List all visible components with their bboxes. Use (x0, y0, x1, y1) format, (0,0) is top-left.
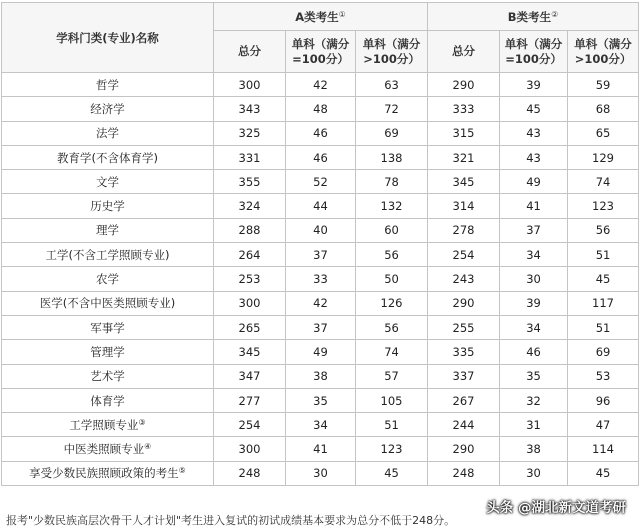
discipline-name: 体育学 (90, 393, 125, 408)
b-single-100-cell: 38 (500, 437, 568, 461)
discipline-name: 教育学(不含体育学) (57, 150, 158, 165)
footnote: 报考"少数民族高层次骨干人才计划"考生进入复试的初试成绩基本要求为总分不低于248分。 (6, 514, 456, 527)
a-single-100-cell: 37 (286, 243, 356, 267)
a-single-100-cell: 38 (286, 364, 356, 388)
table-row (2, 291, 639, 315)
b-total-cell: 345 (428, 170, 500, 194)
a-single-100-header (286, 31, 356, 73)
discipline-name-cell (2, 97, 214, 121)
table-row (2, 170, 639, 194)
a-single-100-cell: 46 (286, 145, 356, 169)
b-single-gt100-cell: 74 (568, 170, 639, 194)
b-single-100-cell: 41 (500, 194, 568, 218)
a-single-gt100-cell: 63 (356, 73, 428, 97)
b-total-cell: 278 (428, 218, 500, 242)
b-total-cell: 254 (428, 243, 500, 267)
a-total-cell: 345 (214, 340, 286, 364)
b-single-gt100-line2: >100分） (574, 51, 632, 66)
b-single-100-cell: 32 (500, 388, 568, 412)
discipline-name-cell (2, 194, 214, 218)
a-total-cell: 300 (214, 437, 286, 461)
a-single-gt100-cell: 60 (356, 218, 428, 242)
a-single-gt100-cell: 72 (356, 97, 428, 121)
discipline-name: 文学 (96, 174, 119, 189)
a-total-cell: 254 (214, 413, 286, 437)
b-single-gt100-cell: 65 (568, 121, 639, 145)
discipline-name-cell (2, 218, 214, 242)
b-total-cell: 337 (428, 364, 500, 388)
b-single-gt100-cell: 69 (568, 340, 639, 364)
b-single-100-cell: 43 (500, 121, 568, 145)
b-single-100-cell: 39 (500, 291, 568, 315)
a-single-gt100-cell: 74 (356, 340, 428, 364)
table-row (2, 121, 639, 145)
b-single-gt100-cell: 51 (568, 243, 639, 267)
discipline-name: 理学 (96, 223, 119, 238)
a-total-cell: 277 (214, 388, 286, 412)
a-total-cell: 324 (214, 194, 286, 218)
a-single-100-cell: 49 (286, 340, 356, 364)
b-total-cell: 243 (428, 267, 500, 291)
b-total-cell: 255 (428, 315, 500, 339)
a-total-header: 总分 (214, 31, 286, 73)
b-total-cell: 290 (428, 73, 500, 97)
b-single-100-line1: 单科（满分 (504, 36, 563, 51)
b-total-cell: 244 (428, 413, 500, 437)
a-total-cell: 288 (214, 218, 286, 242)
discipline-name-cell (2, 243, 214, 267)
b-single-gt100-cell: 45 (568, 461, 639, 485)
watermark: 头条 @湖北新文道考研 (486, 500, 626, 516)
note-mark: ③ (138, 417, 146, 427)
discipline-name-cell (2, 388, 214, 412)
table-row (2, 243, 639, 267)
b-single-gt100-cell: 56 (568, 218, 639, 242)
discipline-name-cell (2, 145, 214, 169)
a-single-gt100-cell: 126 (356, 291, 428, 315)
discipline-name: 农学 (96, 272, 119, 287)
b-total-cell: 321 (428, 145, 500, 169)
b-single-gt100-cell: 53 (568, 364, 639, 388)
b-single-100-cell: 46 (500, 340, 568, 364)
a-total-cell: 347 (214, 364, 286, 388)
b-single-gt100-cell: 129 (568, 145, 639, 169)
note-mark: ④ (144, 442, 152, 452)
b-total-cell: 335 (428, 340, 500, 364)
a-single-100-cell: 35 (286, 388, 356, 412)
discipline-name: 历史学 (90, 199, 125, 214)
b-single-gt100-header (568, 31, 639, 73)
group-a-label: A类考生 (295, 9, 339, 24)
discipline-name: 哲学 (96, 77, 119, 92)
discipline-name-cell (2, 364, 214, 388)
a-single-100-cell: 41 (286, 437, 356, 461)
a-total-cell: 325 (214, 121, 286, 145)
b-single-100-cell: 37 (500, 218, 568, 242)
b-single-gt100-line1: 单科（满分 (574, 36, 632, 51)
a-single-gt100-cell: 138 (356, 145, 428, 169)
a-single-100-line1: 单科（满分 (291, 36, 350, 51)
table-row (2, 194, 639, 218)
a-single-100-cell: 52 (286, 170, 356, 194)
b-single-100-cell: 45 (500, 97, 568, 121)
discipline-name: 军事学 (90, 320, 125, 335)
group-b-note-mark: ② (551, 9, 559, 19)
a-single-gt100-cell: 105 (356, 388, 428, 412)
a-single-gt100-cell: 57 (356, 364, 428, 388)
table-row (2, 267, 639, 291)
discipline-name: 医学(不含中医类照顾专业) (39, 296, 176, 311)
a-single-gt100-cell: 56 (356, 315, 428, 339)
a-single-100-cell: 30 (286, 461, 356, 485)
discipline-name-cell (2, 315, 214, 339)
b-single-gt100-cell: 114 (568, 437, 639, 461)
a-single-100-cell: 37 (286, 315, 356, 339)
a-total-cell: 264 (214, 243, 286, 267)
group-b-header (428, 3, 639, 31)
a-single-100-cell: 48 (286, 97, 356, 121)
b-single-100-line2: =100分） (505, 51, 562, 66)
score-rows (2, 73, 639, 486)
a-single-gt100-cell: 56 (356, 243, 428, 267)
b-total-cell: 333 (428, 97, 500, 121)
discipline-name: 中医类照顾专业 (63, 442, 145, 457)
a-total-cell: 248 (214, 461, 286, 485)
table-row (2, 364, 639, 388)
b-single-gt100-cell: 45 (568, 267, 639, 291)
a-total-cell: 300 (214, 73, 286, 97)
a-single-gt100-cell: 69 (356, 121, 428, 145)
a-single-100-cell: 46 (286, 121, 356, 145)
a-single-gt100-cell: 78 (356, 170, 428, 194)
discipline-name: 艺术学 (90, 369, 125, 384)
a-total-cell: 265 (214, 315, 286, 339)
note-mark: ⑤ (178, 466, 186, 476)
b-single-100-cell: 30 (500, 267, 568, 291)
a-single-100-line2: =100分） (292, 51, 349, 66)
a-single-100-cell: 42 (286, 73, 356, 97)
b-total-cell: 267 (428, 388, 500, 412)
b-single-100-cell: 34 (500, 315, 568, 339)
b-single-100-cell: 43 (500, 145, 568, 169)
discipline-name: 工学(不含工学照顾专业) (45, 247, 170, 262)
a-single-gt100-header (356, 31, 428, 73)
header-row-groups (2, 3, 639, 31)
a-single-gt100-line2: >100分） (363, 51, 420, 66)
discipline-name-cell (2, 121, 214, 145)
a-single-100-cell: 33 (286, 267, 356, 291)
a-total-cell: 355 (214, 170, 286, 194)
discipline-name-cell (2, 461, 214, 485)
a-single-100-cell: 42 (286, 291, 356, 315)
a-single-100-cell: 40 (286, 218, 356, 242)
b-total-cell: 315 (428, 121, 500, 145)
b-total-cell: 314 (428, 194, 500, 218)
b-single-100-cell: 49 (500, 170, 568, 194)
discipline-name: 经济学 (90, 101, 125, 116)
a-total-cell: 300 (214, 291, 286, 315)
b-total-cell: 290 (428, 291, 500, 315)
a-total-cell: 253 (214, 267, 286, 291)
score-table (1, 2, 639, 486)
b-single-gt100-cell: 59 (568, 73, 639, 97)
group-b-label: B类考生 (507, 9, 552, 24)
discipline-name-cell (2, 437, 214, 461)
b-single-gt100-cell: 123 (568, 194, 639, 218)
table-row (2, 97, 639, 121)
b-single-100-cell: 30 (500, 461, 568, 485)
b-single-100-cell: 34 (500, 243, 568, 267)
a-single-100-cell: 34 (286, 413, 356, 437)
discipline-name-cell (2, 340, 214, 364)
discipline-name: 工学照顾专业 (69, 417, 139, 432)
a-single-gt100-cell: 51 (356, 413, 428, 437)
table-row (2, 73, 639, 97)
table-row (2, 461, 639, 485)
b-total-header: 总分 (428, 31, 500, 73)
discipline-name-cell (2, 170, 214, 194)
a-single-gt100-cell: 123 (356, 437, 428, 461)
table-row (2, 315, 639, 339)
discipline-name-cell (2, 267, 214, 291)
discipline-name: 法学 (96, 126, 119, 141)
group-a-note-mark: ① (338, 9, 346, 19)
b-single-100-cell: 39 (500, 73, 568, 97)
discipline-header: 学科门类(专业)名称 (2, 3, 214, 73)
table-row (2, 437, 639, 461)
a-total-cell: 343 (214, 97, 286, 121)
discipline-name: 享受少数民族照顾政策的考生 (29, 466, 179, 481)
b-total-cell: 290 (428, 437, 500, 461)
b-single-gt100-cell: 117 (568, 291, 639, 315)
discipline-name-cell (2, 413, 214, 437)
b-single-gt100-cell: 68 (568, 97, 639, 121)
discipline-name-cell (2, 291, 214, 315)
a-total-cell: 331 (214, 145, 286, 169)
b-single-gt100-cell: 47 (568, 413, 639, 437)
b-single-gt100-cell: 96 (568, 388, 639, 412)
a-single-gt100-cell: 45 (356, 461, 428, 485)
a-single-gt100-cell: 132 (356, 194, 428, 218)
table-row (2, 145, 639, 169)
b-single-gt100-cell: 51 (568, 315, 639, 339)
a-single-gt100-cell: 50 (356, 267, 428, 291)
table-row (2, 340, 639, 364)
table-row (2, 413, 639, 437)
a-single-100-cell: 44 (286, 194, 356, 218)
b-single-100-cell: 31 (500, 413, 568, 437)
group-a-header (214, 3, 428, 31)
table-row (2, 388, 639, 412)
b-total-cell: 248 (428, 461, 500, 485)
discipline-name: 管理学 (90, 344, 125, 359)
discipline-name-cell (2, 73, 214, 97)
b-single-100-cell: 35 (500, 364, 568, 388)
a-single-gt100-line1: 单科（满分 (362, 36, 421, 51)
table-row (2, 218, 639, 242)
b-single-100-header (500, 31, 568, 73)
